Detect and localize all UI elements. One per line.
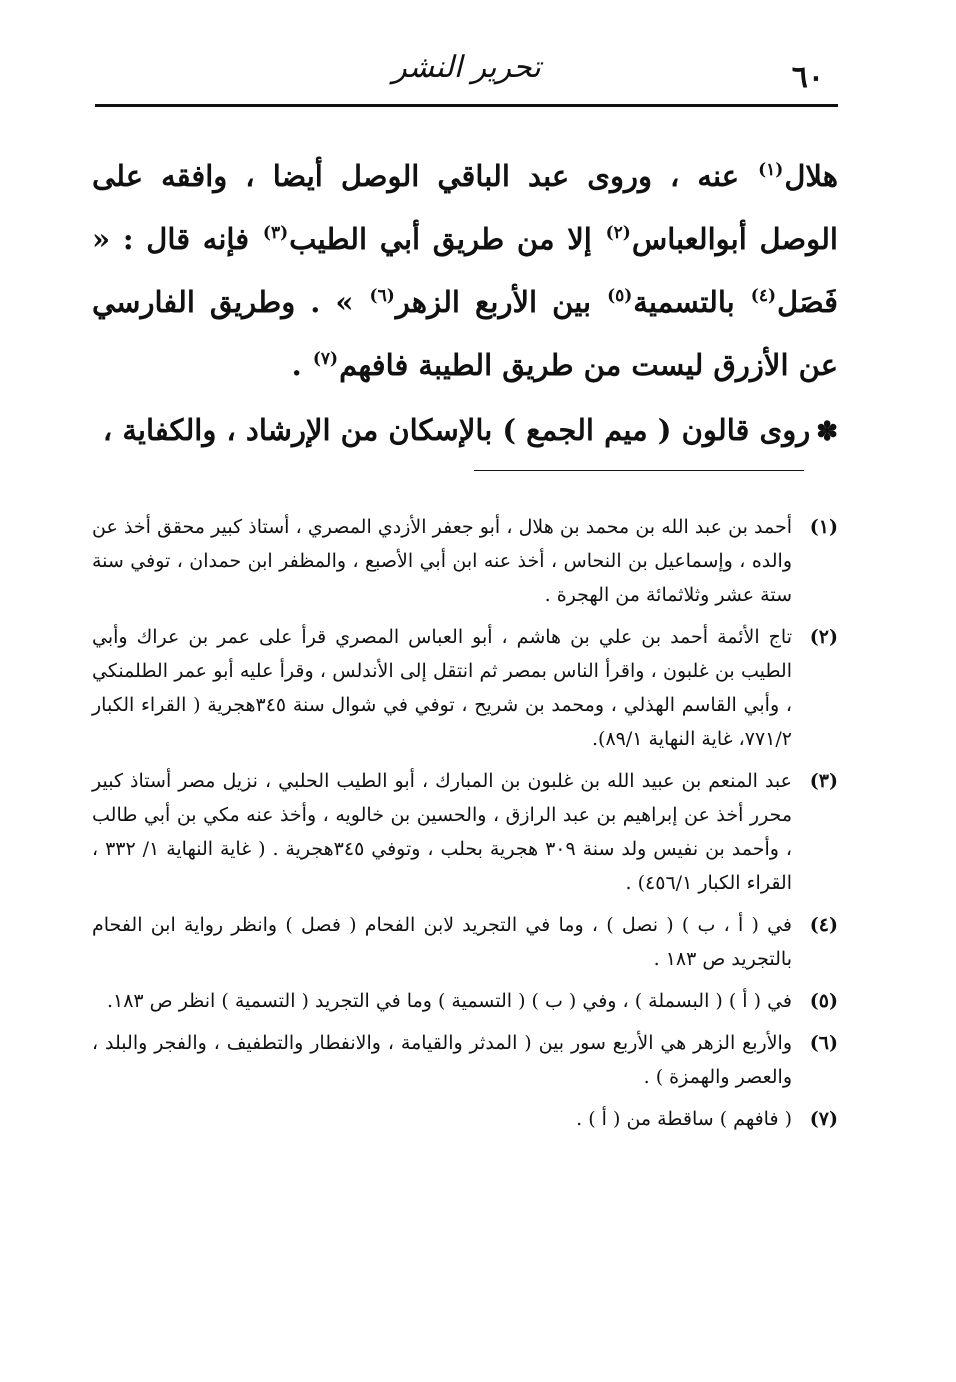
footnote-item [92,510,838,612]
footnote-number: (٧) [809,1108,838,1130]
running-title: تحرير النشر [392,50,541,85]
footnote-text: في ( أ ) ( البسملة ) ، وفي ( ب ) ( التسمية ) وما في التجريد ( التسمية ) انظر ص ١٨٣. [106,990,792,1012]
page-header [95,40,838,110]
footnotes [92,510,838,1144]
star-icon: ✽ [816,417,838,447]
text-run: إلا من طريق أبي الطيب [289,222,592,256]
footnote-text: في ( أ ، ب ) ( نصل ) ، وما في التجريد لابن الفحام ( فصل ) وانظر رواية ابن الفحام بالتجريد ص ١٨٣ . [92,914,792,970]
footnote-text: ( فافهم ) ساقطة من ( أ ) . [576,1108,792,1130]
page-number: ٦٠ [791,60,824,95]
text-run: عنه ، وروى عبد الباقي الوصل أيضا ، وافقه على الوصل أبوالعباس [92,159,838,256]
text-run: هلال [784,159,838,193]
footnote-number: (٦) [809,1032,838,1054]
text-run: روى قالون ( ميم الجمع ) بالإسكان من الإرشاد ، والكفاية ، [102,413,811,447]
footnote-ref[interactable]: (٥) [607,286,633,307]
footnote-text: أحمد بن عبد الله بن محمد بن هلال ، أبو جعفر الأزدي المصري ، أستاذ كبير محقق أخذ عن والده ، وإسماعيل بن النحاس ، أخذ عنه ابن أبي الأصبع ، والمظفر ابن حمدان ، توفي سنة ستة عشر وثلاثمائة من الهجرة . [92,516,792,606]
footnote-separator [474,470,804,471]
footnote-item [92,984,838,1018]
footnote-ref[interactable]: (١) [758,160,784,181]
text-run: بين الأربع الزهر [395,285,592,319]
footnote-item [92,1102,838,1136]
footnote-number: (٢) [809,626,838,648]
footnote-item [92,908,838,976]
footnote-text: والأربع الزهر هي الأربع سور بين ( المدثر والقيامة ، والانفطار والتطفيف ، والفجر والبلد ، والعصر والهمزة ) . [92,1032,792,1088]
text-run: . [291,348,302,382]
footnote-number: (٤) [809,914,838,936]
footnote-number: (٥) [809,990,838,1012]
footnote-ref[interactable]: (٧) [312,349,339,370]
footnote-ref[interactable]: (٢) [605,223,631,244]
footnote-item [92,1026,838,1094]
text-run: بالتسمية [633,285,735,319]
text-run: فإنه قال : « فَصَل [92,222,838,319]
footnote-ref[interactable]: (٣) [262,223,289,244]
footnote-number: (١) [809,516,838,538]
text-run: » . وطريق الفارسي عن الأزرق ليست من طريق الطيبة فافهم [92,285,838,382]
footnote-text: عبد المنعم بن عبيد الله بن غلبون بن المبارك ، أبو الطيب الحلبي ، نزيل مصر أستاذ كبير محرر أخذ عن إبراهيم بن عبد الرازق ، والحسين بن خالويه ، وأخذ عنه مكي بن أبي طالب ، وأحمد بن نفيس ولد سنة ٣٠٩ هجرية بحلب ، وتوفي ٣٤٥هجرية . ( غاية النهاية ١/ ٣٣٢ ، القراء الكبار ٤٥٦/١) . [92,770,792,894]
main-paragraph-rule [92,399,838,464]
footnote-number: (٣) [809,770,838,792]
footnote-ref[interactable]: (٦) [369,286,395,307]
footnote-item [92,620,838,756]
footnote-item [92,764,838,900]
main-text [92,145,838,464]
footnote-text: تاج الأئمة أحمد بن علي بن هاشم ، أبو العباس المصري قرأ على عمر بن عراك وأبي الطيب بن غلبون ، واقرأ الناس بمصر ثم انتقل إلى الأندلس ، وقرأ عليه أبو عمر الطلمنكي ، وأبي القاسم الهذلي ، ومحمد بن شريح ، توفي في شوال سنة ٣٤٥هجرية ( القراء الكبار ٧٧١/٢، غاية النهاية ٨٩/١). [92,626,792,750]
main-paragraph [92,145,838,397]
header-rule [95,104,838,107]
footnote-ref[interactable]: (٤) [750,286,776,307]
